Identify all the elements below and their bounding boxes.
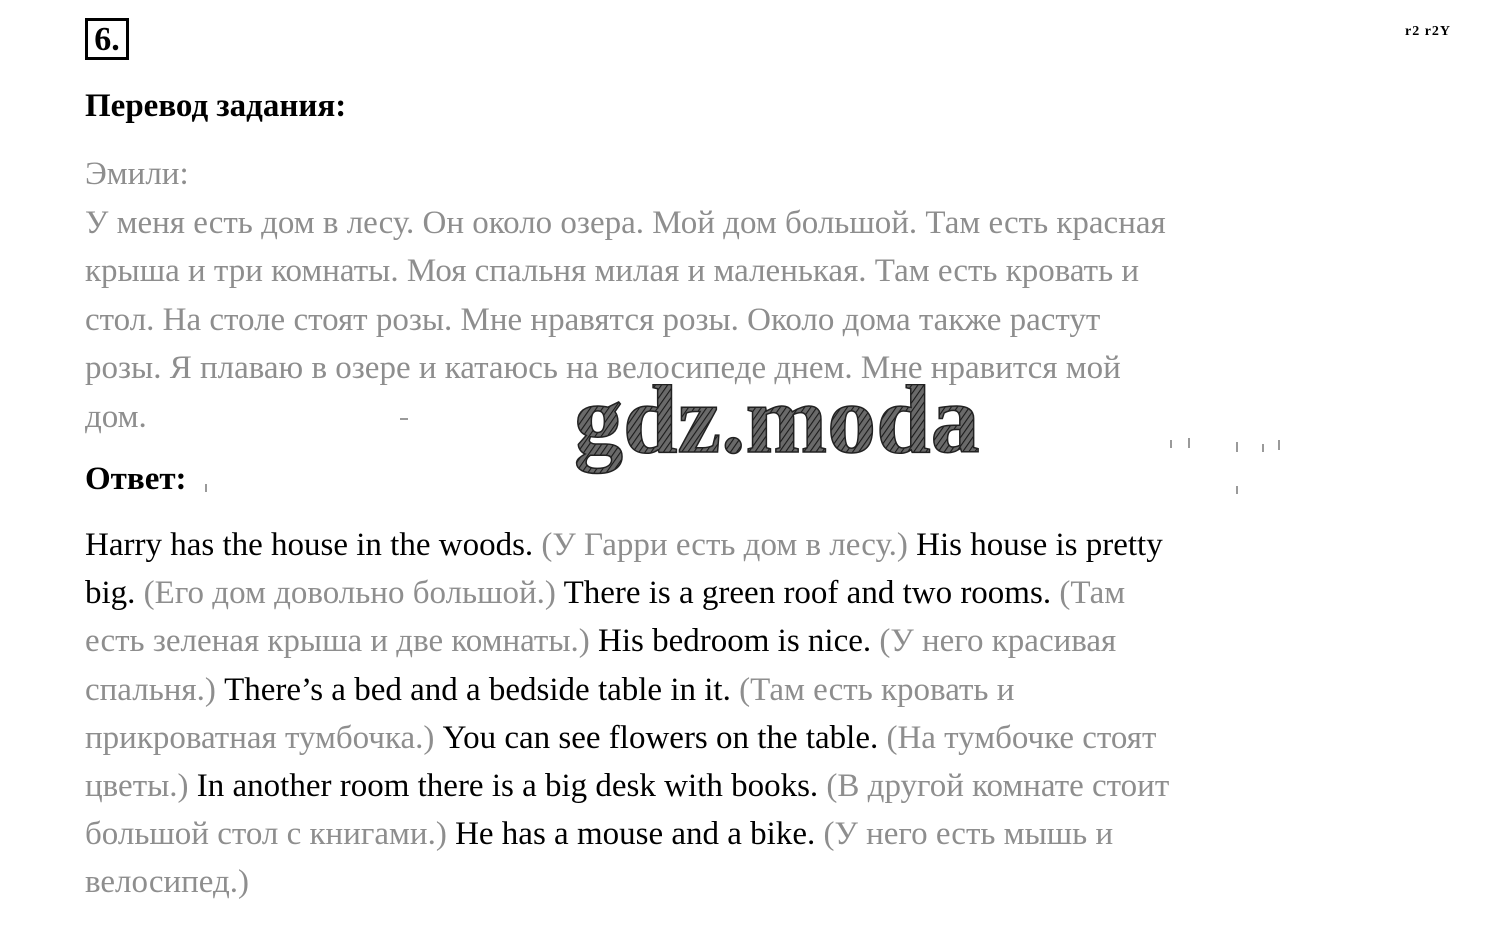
translation-line: крыша и три комнаты. Моя спальня милая и маленькая. Там есть кровать и <box>85 253 1140 289</box>
answer-text <box>85 521 1385 907</box>
russian-translation: спальня.) <box>85 671 225 708</box>
translation-line: Эмили: <box>85 156 189 192</box>
english-sentence: Harry has the house in the woods. <box>85 527 542 563</box>
task-number-box: 6. <box>85 18 129 60</box>
russian-translation: цветы.) <box>85 768 197 805</box>
english-sentence: You can see flowers on the table. <box>442 719 887 756</box>
english-sentence: There is a green roof and two rooms. <box>563 575 1060 612</box>
scan-speck <box>1236 442 1238 452</box>
answer-line <box>85 762 1385 810</box>
english-sentence: big. <box>85 575 144 612</box>
answer-line <box>85 666 1385 714</box>
russian-translation: (У Гарри есть дом в лесу.) <box>541 527 917 563</box>
scan-speck <box>1236 486 1238 494</box>
answer-line <box>85 521 1385 569</box>
translation-line: У меня есть дом в лесу. Он около озера. Мой дом большой. Там есть красная <box>85 204 1166 241</box>
russian-translation: велосипед.) <box>85 864 250 901</box>
russian-translation: есть зеленая крыша и две комнаты.) <box>85 623 599 660</box>
translation-line: розы. Я плаваю в озере и катаюсь на велосипеде днем. Мне нравится мой <box>85 350 1121 386</box>
answer-line <box>85 569 1385 617</box>
scan-speck <box>1262 444 1264 452</box>
english-sentence: His house is pretty <box>916 527 1163 563</box>
scan-speck <box>1188 438 1190 448</box>
russian-translation: большой стол с книгами.) <box>85 816 456 853</box>
scan-speck <box>400 418 408 420</box>
russian-translation: прикроватная тумбочка.) <box>85 719 443 756</box>
scan-speck <box>1170 440 1172 448</box>
answer-line <box>85 617 1385 665</box>
translation-line: стол. На столе стоят розы. Мне нравятся розы. Около дома также растут <box>85 301 1101 338</box>
watermark-logo <box>570 384 1000 480</box>
english-sentence: He has a mouse and a bike. <box>455 816 824 853</box>
english-sentence: In another room there is a big desk with books. <box>196 768 827 805</box>
translation-heading: Перевод задания: <box>85 88 347 124</box>
russian-translation: (У него красивая <box>879 623 1117 660</box>
russian-translation: (На тумбочке стоят <box>886 719 1157 756</box>
watermark-text: gdz.moda <box>574 384 980 474</box>
russian-translation: (У него есть мышь и <box>823 816 1114 853</box>
russian-translation: (Там <box>1059 575 1126 612</box>
russian-translation: (Там есть кровать и <box>739 671 1015 708</box>
english-sentence: There’s a bed and a bedside table in it. <box>224 671 740 708</box>
scan-speck <box>205 484 207 492</box>
answer-line <box>85 714 1385 762</box>
scan-speck <box>1278 440 1280 450</box>
corner-mark: r2 r2Y <box>1405 24 1452 39</box>
english-sentence: His bedroom is nice. <box>598 623 880 660</box>
russian-translation: (В другой комнате стоит <box>826 768 1170 805</box>
answer-line <box>85 810 1385 858</box>
answer-line <box>85 858 1385 906</box>
translation-line: дом. <box>85 398 147 435</box>
answer-heading: Ответ: <box>85 461 187 497</box>
russian-translation: (Его дом довольно большой.) <box>143 575 564 612</box>
